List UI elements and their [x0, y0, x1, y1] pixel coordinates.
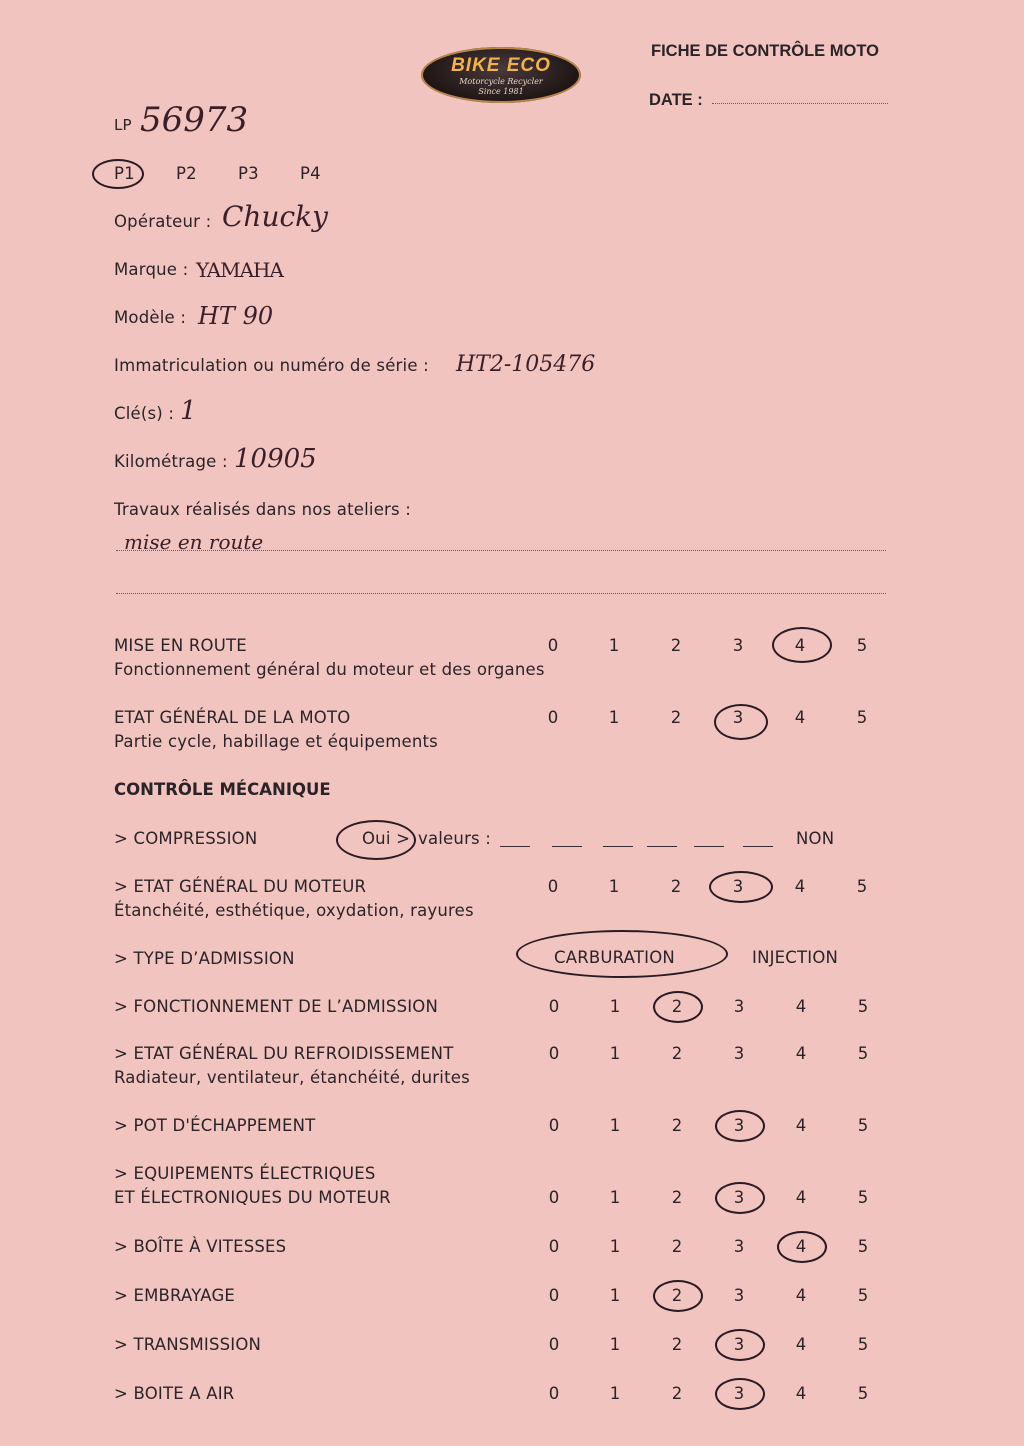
mech-5-title: > EMBRAYAGE	[114, 1286, 236, 1305]
rating-start-subtitle: Fonctionnement général du moteur et des organes	[114, 660, 545, 679]
mech-1-title: > ETAT GÉNÉRAL DU REFROIDISSEMENT	[114, 1044, 454, 1063]
mech-0-score-2[interactable]: 2	[671, 997, 683, 1016]
mileage-label: Kilométrage :	[114, 452, 228, 471]
logo-name: BIKE ECO	[451, 55, 551, 76]
mech-4-title: > BOÎTE À VITESSES	[114, 1237, 287, 1256]
compression-values-label: valeurs :	[418, 829, 492, 848]
mech-7-score-0[interactable]: 0	[548, 1384, 560, 1403]
mech-0-score-1[interactable]: 1	[609, 997, 621, 1016]
score-engine-0[interactable]: 0	[547, 877, 559, 896]
compression-non[interactable]: NON	[796, 829, 835, 848]
position-p4[interactable]: P4	[300, 164, 321, 183]
keys-label: Clé(s) :	[114, 404, 175, 423]
mech-5-score-5[interactable]: 5	[857, 1286, 869, 1305]
mech-6-title: > TRANSMISSION	[114, 1335, 262, 1354]
compression-value-4[interactable]	[647, 846, 677, 847]
mech-7-score-3[interactable]: 3	[733, 1384, 745, 1403]
mech-4-score-2[interactable]: 2	[671, 1237, 683, 1256]
compression-value-1[interactable]	[500, 846, 530, 847]
mech-1-score-5[interactable]: 5	[857, 1044, 869, 1063]
mech-6-score-1[interactable]: 1	[609, 1335, 621, 1354]
score-bike-4[interactable]: 4	[794, 708, 806, 727]
lp-label: LP	[114, 116, 132, 134]
mech-6-score-2[interactable]: 2	[671, 1335, 683, 1354]
compression-value-3[interactable]	[603, 846, 633, 847]
mech-2-score-4[interactable]: 4	[795, 1116, 807, 1135]
mileage-value[interactable]: 10905	[234, 444, 317, 474]
score-engine-2[interactable]: 2	[670, 877, 682, 896]
score-bike-5[interactable]: 5	[856, 708, 868, 727]
model-label: Modèle :	[114, 308, 187, 327]
works-line-2	[116, 593, 886, 594]
operator-label: Opérateur :	[114, 212, 212, 231]
mech-2-score-2[interactable]: 2	[671, 1116, 683, 1135]
mech-3-score-1[interactable]: 1	[609, 1188, 621, 1207]
mech-4-score-1[interactable]: 1	[609, 1237, 621, 1256]
rating-start-title: MISE EN ROUTE	[114, 636, 247, 655]
mech-3-score-3[interactable]: 3	[733, 1188, 745, 1207]
mech-2-score-3[interactable]: 3	[733, 1116, 745, 1135]
score-start-3[interactable]: 3	[732, 636, 744, 655]
mechanical-heading: CONTRÔLE MÉCANIQUE	[114, 780, 331, 799]
score-bike-1[interactable]: 1	[608, 708, 620, 727]
engine-subtitle: Étanchéité, esthétique, oxydation, rayures	[114, 901, 474, 920]
works-value[interactable]: mise en route	[124, 530, 264, 554]
mech-2-score-0[interactable]: 0	[548, 1116, 560, 1135]
mech-7-score-1[interactable]: 1	[609, 1384, 621, 1403]
works-line-1	[116, 550, 886, 551]
position-p2[interactable]: P2	[176, 164, 197, 183]
mech-0-score-4[interactable]: 4	[795, 997, 807, 1016]
mech-6-score-3[interactable]: 3	[733, 1335, 745, 1354]
mech-2-title: > POT D'ÉCHAPPEMENT	[114, 1116, 316, 1135]
date-field[interactable]	[712, 103, 888, 104]
mech-0-score-3[interactable]: 3	[733, 997, 745, 1016]
mech-0-score-5[interactable]: 5	[857, 997, 869, 1016]
mech-7-score-2[interactable]: 2	[671, 1384, 683, 1403]
mech-4-score-0[interactable]: 0	[548, 1237, 560, 1256]
mech-4-score-3[interactable]: 3	[733, 1237, 745, 1256]
mech-1-score-1[interactable]: 1	[609, 1044, 621, 1063]
position-p3[interactable]: P3	[238, 164, 259, 183]
rating-bike-subtitle: Partie cycle, habillage et équipements	[114, 732, 438, 751]
mech-2-score-1[interactable]: 1	[609, 1116, 621, 1135]
brand-label: Marque :	[114, 260, 189, 279]
mech-5-score-2[interactable]: 2	[671, 1286, 683, 1305]
intake-carburation[interactable]: CARBURATION	[554, 948, 675, 967]
mech-1-score-2[interactable]: 2	[671, 1044, 683, 1063]
score-bike-0[interactable]: 0	[547, 708, 559, 727]
mech-3-score-5[interactable]: 5	[857, 1188, 869, 1207]
mech-7-score-4[interactable]: 4	[795, 1384, 807, 1403]
score-start-0[interactable]: 0	[547, 636, 559, 655]
brand-value[interactable]: YAMAHA	[196, 258, 283, 282]
score-engine-3[interactable]: 3	[732, 877, 744, 896]
mech-5-score-1[interactable]: 1	[609, 1286, 621, 1305]
logo-since: Since 1981	[478, 87, 524, 96]
lp-number[interactable]: 56973	[140, 100, 249, 140]
mech-3-score-0[interactable]: 0	[548, 1188, 560, 1207]
compression-value-6[interactable]	[743, 846, 773, 847]
intake-injection[interactable]: INJECTION	[752, 948, 839, 967]
compression-value-5[interactable]	[694, 846, 724, 847]
mech-3-title: > EQUIPEMENTS ÉLECTRIQUES	[114, 1164, 376, 1183]
mech-1-score-4[interactable]: 4	[795, 1044, 807, 1063]
form-title: FICHE DE CONTRÔLE MOTO	[651, 42, 879, 60]
compression-oui[interactable]: Oui >	[362, 829, 411, 848]
score-engine-1[interactable]: 1	[608, 877, 620, 896]
logo-tagline: Motorcycle Recycler	[459, 77, 543, 86]
mech-1-score-3[interactable]: 3	[733, 1044, 745, 1063]
score-start-2[interactable]: 2	[670, 636, 682, 655]
mech-1-score-0[interactable]: 0	[548, 1044, 560, 1063]
mech-4-score-5[interactable]: 5	[857, 1237, 869, 1256]
mech-4-score-4[interactable]: 4	[795, 1237, 807, 1256]
mech-2-score-5[interactable]: 5	[857, 1116, 869, 1135]
mech-6-score-0[interactable]: 0	[548, 1335, 560, 1354]
keys-value[interactable]: 1	[180, 396, 197, 426]
engine-title: > ETAT GÉNÉRAL DU MOTEUR	[114, 877, 367, 896]
mech-7-title: > BOITE A AIR	[114, 1384, 235, 1403]
mech-5-score-4[interactable]: 4	[795, 1286, 807, 1305]
mech-3-score-2[interactable]: 2	[671, 1188, 683, 1207]
rating-bike-title: ETAT GÉNÉRAL DE LA MOTO	[114, 708, 351, 727]
score-start-5[interactable]: 5	[856, 636, 868, 655]
compression-value-2[interactable]	[552, 846, 582, 847]
mech-5-score-0[interactable]: 0	[548, 1286, 560, 1305]
mech-1-subtitle: Radiateur, ventilateur, étanchéité, durites	[114, 1068, 470, 1087]
registration-label: Immatriculation ou numéro de série :	[114, 356, 429, 375]
intake-type-label: > TYPE D’ADMISSION	[114, 949, 295, 968]
score-bike-3[interactable]: 3	[732, 708, 744, 727]
score-start-1[interactable]: 1	[608, 636, 620, 655]
mech-5-score-3[interactable]: 3	[733, 1286, 745, 1305]
operator-value[interactable]: Chucky	[222, 200, 328, 233]
mech-6-score-5[interactable]: 5	[857, 1335, 869, 1354]
date-label: DATE :	[649, 91, 703, 109]
mech-0-score-0[interactable]: 0	[548, 997, 560, 1016]
works-label: Travaux réalisés dans nos ateliers :	[114, 500, 412, 519]
score-engine-5[interactable]: 5	[856, 877, 868, 896]
compression-label: > COMPRESSION	[114, 829, 258, 848]
mech-0-title: > FONCTIONNEMENT DE L’ADMISSION	[114, 997, 439, 1016]
score-engine-4[interactable]: 4	[794, 877, 806, 896]
position-p1[interactable]: P1	[114, 164, 135, 183]
mech-7-score-5[interactable]: 5	[857, 1384, 869, 1403]
model-value[interactable]: HT 90	[198, 302, 274, 330]
mech-3-score-4[interactable]: 4	[795, 1188, 807, 1207]
score-bike-2[interactable]: 2	[670, 708, 682, 727]
registration-value[interactable]: HT2-105476	[456, 352, 596, 377]
bike-eco-logo	[421, 47, 581, 103]
mech-6-score-4[interactable]: 4	[795, 1335, 807, 1354]
score-start-4[interactable]: 4	[794, 636, 806, 655]
mech-3-subtitle: ET ÉLECTRONIQUES DU MOTEUR	[114, 1188, 391, 1207]
